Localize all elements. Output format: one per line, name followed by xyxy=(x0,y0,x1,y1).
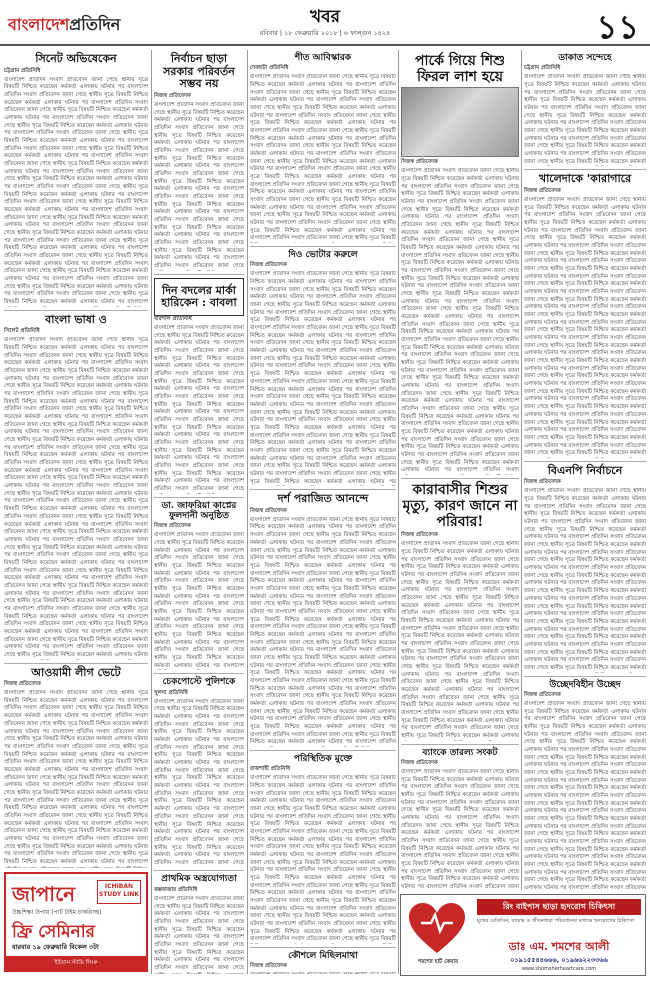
article-divider xyxy=(401,478,519,479)
article-headline[interactable]: কারাবাসীর শিশুর মৃত্যু, কারণ জানে না পরিবার! xyxy=(402,481,518,531)
article-body xyxy=(250,972,396,974)
news-article xyxy=(250,493,396,751)
news-article xyxy=(154,278,244,498)
article-byline: খুলনা প্রতিনিধি xyxy=(154,689,188,696)
article-divider xyxy=(154,497,244,498)
article-body: বাংলাদেশ প্রতিদিন সংবাদ প্রতিবেদন জানা গেছে স্থানীয় সূত্রে বিষয়টি নিশ্চিত করেছেন কর্মকর্তা এলাকায় ঘটনার পর বাংলাদেশ প্রতিদিন সংবাদ প্রতিবেদন জানা গেছে স্থানীয় সূত্রে বিষয়টি নিশ্চিত করেছেন কর্মকর্তা এলাকায় ঘটনার পর বাংলাদেশ প্রতিদিন সংবাদ প্রতিবেদন জানা গেছে স্থানীয় সূত্রে বিষয়টি নিশ্চিত করেছেন কর্মকর্তা এলাকায় ঘটনার পর বাংলাদেশ প্রতিদিন সংবাদ প্রতিবেদন জানা গেছে স্থানীয় সূত্রে বিষয়টি নিশ্চিত করেছেন কর্মকর্তা এলাকায় ঘটনার পর বাংলাদেশ প্রতিদিন সংবাদ প্রতিবেদন জানা গেছে স্থানীয় সূত্রে বিষয়টি নিশ্চিত করেছেন কর্মকর্তা এলাকায় ঘটনার পর বাংলাদেশ প্রতিদিন সংবাদ প্রতিবেদন জানা গেছে স্থানীয় সূত্রে বিষয়টি নিশ্চিত করেছেন কর্মকর্তা এলাকায় ঘটনার পর বাংলাদেশ প্রতিদিন সংবাদ প্রতিবেদন জানা গেছে স্থানীয় সূত্রে বিষয়টি নিশ্চিত করেছেন কর্মকর্তা এলাকায় ঘটনার পর বাংলাদেশ প্রতিদিন সংবাদ প্রতিবেদন জানা গেছে স্থানীয় সূত্রে বিষয়টি নিশ্চিত করেছেন কর্মকর্তা এলাকায় ঘটনার পর বাংলাদেশ প্রতিদিন সংবাদ প্রতিবেদন জানা গেছে স্থানীয় সূত্রে বিষয়টি নিশ্চিত করেছেন কর্মকর্তা এলাকায় ঘটনার পর বাংলাদেশ প্রতিদিন সংবাদ প্রতিবেদন জানা গেছে স্থানীয় সূত্রে বিষয়টি নিশ্চিত করেছেন কর্মকর্তা এলাকায় ঘটনার পর বাংলাদেশ প্রতিদিন সংবাদ প্রতিবেদন জানা গেছে স্থানীয় সূত্রে বিষয়টি নিশ্চিত করেছেন কর্মকর্তা এলাকায় ঘটনার পর বাংলাদেশ প্রতিদিন সংবাদ প্রতিবেদন জানা গেছে স্থানীয় সূত্রে বিষয়টি নিশ্চিত করেছেন কর্মকর্তা এলাকায় ঘটনার পর বাংলাদেশ প্রতিদিন সংবাদ প্রতিবেদন জানা গেছে স্থানীয় সূত্রে বিষয়টি নিশ্চিত করেছেন কর্মকর্তা এলাকায় ঘটনার পর বাংলাদেশ প্রতিদিন সংবাদ প্রতিবেদন জানা গেছে স্থানীয় সূত্রে বিষয়টি নিশ্চিত করেছেন কর্মকর্তা এলাকায় ঘটনার পর বাংলাদেশ প্রতিদিন সংবাদ প্রতিবেদন জানা গেছে স্থানীয় সূত্রে বিষয়টি নিশ্চিত করেছেন কর্মকর্তা এলাকায় ঘটনার পর বাংলাদেশ প্রতিদিন সংবাদ প্রতিবেদন জানা গেছে স্থানীয় সূত্রে বিষয়টি নিশ্চিত করেছেন কর্মকর্তা এলাকায় ঘটনার পর বাংলাদেশ প্রতিদিন সংবাদ প্রতিবেদন জানা গেছে স্থানীয় সূত্রে বিষয়টি নিশ্চিত করেছেন কর্মকর্তা এলাকায় ঘটনার পর বাংলাদেশ প্রতিদিন xyxy=(250,516,396,746)
article-body: বাংলাদেশ প্রতিদিন সংবাদ প্রতিবেদন জানা গেছে স্থানীয় সূত্রে বিষয়টি নিশ্চিত করেছেন কর্মকর্তা এলাকায় ঘটনার পর বাংলাদেশ প্রতিদিন সংবাদ প্রতিবেদন জানা গেছে স্থানীয় সূত্রে বিষয়টি নিশ্চিত করেছেন কর্মকর্তা এলাকায় ঘটনার পর বাংলাদেশ প্রতিদিন সংবাদ প্রতিবেদন জানা গেছে স্থানীয় সূত্রে বিষয়টি নিশ্চিত করেছেন কর্মকর্তা এলাকায় ঘটনার পর বাংলাদেশ প্রতিদিন সংবাদ প্রতিবেদন জানা গেছে স্থানীয় সূত্রে বিষয়টি নিশ্চিত করেছেন কর্মকর্তা এলাকায় ঘটনার পর বাংলাদেশ প্রতিদিন সংবাদ প্রতিবেদন জানা গেছে স্থানীয় সূত্রে বিষয়টি নিশ্চিত করেছেন কর্মকর্তা এলাকায় ঘটনার পর বাংলাদেশ প্রতিদিন সংবাদ প্রতিবেদন জানা গেছে স্থানীয় সূত্রে বিষয়টি নিশ্চিত করেছেন কর্মকর্তা এলাকায় ঘটনার পর বাংলাদেশ প্রতিদিন সংবাদ প্রতিবেদন জানা গেছে স্থানীয় সূত্রে বিষয়টি নিশ্চিত করেছেন কর্মকর্তা এলাকায় ঘটনার পর বাংলাদেশ প্রতিদিন সংবাদ প্রতিবেদন জানা গেছে xyxy=(154,324,244,493)
article-byline: নিজস্ব প্রতিবেদক xyxy=(401,760,438,767)
article-divider xyxy=(250,246,396,247)
article-divider xyxy=(154,870,244,871)
column-rule xyxy=(521,50,522,890)
article-headline[interactable]: ব্যাংকে তারল্য সংকট xyxy=(422,747,498,758)
article-body: বাংলাদেশ প্রতিদিন সংবাদ প্রতিবেদন জানা গেছে স্থানীয় সূত্রে বিষয়টি নিশ্চিত করেছেন কর্মকর্তা এলাকায় ঘটনার পর বাংলাদেশ প্রতিদিন সংবাদ প্রতিবেদন জানা গেছে স্থানীয় সূত্রে বিষয়টি নিশ্চিত করেছেন কর্মকর্তা এলাকায় ঘটনার পর বাংলাদেশ প্রতিদিন সংবাদ প্রতিবেদন জানা গেছে স্থানীয় সূত্রে বিষয়টি নিশ্চিত করেছেন কর্মকর্তা এলাকায় ঘটনার পর বাংলাদেশ প্রতিদিন সংবাদ প্রতিবেদন জানা গেছে স্থানীয় সূত্রে বিষয়টি নিশ্চিত করেছেন কর্মকর্তা এলাকায় ঘটনার পর বাংলাদেশ প্রতিদিন সংবাদ প্রতিবেদন জানা গেছে স্থানীয় সূত্রে বিষয়টি নিশ্চিত করেছেন কর্মকর্তা এলাকায় ঘটনার পর বাংলাদেশ প্রতিদিন সংবাদ প্রতিবেদন জানা গেছে স্থানীয় সূত্রে বিষয়টি নিশ্চিত করেছেন কর্মকর্তা এলাকায় ঘটনার পর বাংলাদেশ প্রতিদিন সংবাদ প্রতিবেদন জানা গেছে স্থানীয় সূত্রে বিষয়টি নিশ্চিত করেছেন কর্মকর্তা এলাকায় ঘটনার পর বাংলাদেশ প্রতিদিন সংবাদ প্রতিবেদন জানা গেছে স্থানীয় সূত্রে বিষয়টি নিশ্চিত করেছেন কর্মকর্তা এলাকায় ঘটনার পর বাংলাদেশ প্রতিদিন সংবাদ প্রতিবেদন জানা গেছে স্থানীয় সূত্রে বিষয়টি নিশ্চিত করেছেন কর্মকর্তা এলাকায় ঘটনার পর বাংলাদেশ প্রতিদিন সংবাদ প্রতিবেদন জানা গেছে স্থানীয় সূত্রে বিষয়টি নিশ্চিত করেছেন কর্মকর্তা এলাকায় ঘটনার পর বাংলাদেশ প্রতিদিন সংবাদ প্রতিবেদন জানা গেছে স্থানীয় সূত্রে বিষয়টি নিশ্চিত করেছেন কর্মকর্তা এলাকায় ঘটনার পর বাংলাদেশ প্রতিদিন সংবাদ প্রতিবেদন জানা গেছে স্থানীয় সূত্রে বিষয়টি নিশ্চিত করেছেন কর্মকর্তা এলাকায় xyxy=(401,541,519,740)
article-divider xyxy=(250,947,396,948)
article-byline: নিজস্ব প্রতিবেদক xyxy=(154,523,191,530)
article-headline[interactable]: বিএনপি নির্বাচনে xyxy=(547,463,623,477)
boxed-headline xyxy=(154,278,244,316)
ichiban-logo: ICHIBAN STUDY LINK xyxy=(97,880,141,904)
article-byline: চট্টগ্রাম প্রতিনিধি xyxy=(524,65,561,72)
article-byline: দেবহাটা প্রতিনিধি xyxy=(250,65,289,72)
article-body: বাংলাদেশ প্রতিদিন সংবাদ প্রতিবেদন জানা গেছে স্থানীয় সূত্রে বিষয়টি নিশ্চিত করেছেন কর্মকর্তা এলাকায় ঘটনার পর বাংলাদেশ প্রতিদিন সংবাদ প্রতিবেদন জানা গেছে স্থানীয় সূত্রে বিষয়টি নিশ্চিত করেছেন কর্মকর্তা এলাকায় ঘটনার পর বাংলাদেশ প্রতিদিন সংবাদ প্রতিবেদন জানা গেছে স্থানীয় সূত্রে বিষয়টি নিশ্চিত করেছেন কর্মকর্তা এলাকায় ঘটনার পর বাংলাদেশ প্রতিদিন সংবাদ প্রতিবেদন জানা গেছে স্থানীয় সূত্রে বিষয়টি নিশ্চিত করেছেন কর্মকর্তা এলাকায় ঘটনার পর বাংলাদেশ প্রতিদিন সংবাদ প্রতিবেদন জানা গেছে স্থানীয় সূত্রে বিষয়টি নিশ্চিত করেছেন কর্মকর্তা এলাকায় ঘটনার পর বাংলাদেশ প্রতিদিন সংবাদ প্রতিবেদন জানা গেছে স্থানীয় সূত্রে বিষয়টি নিশ্চিত করেছেন কর্মকর্তা এলাকায় ঘটনার পর বাংলাদেশ প্রতিদিন সংবাদ প্রতিবেদন জানা গেছে স্থানীয় সূত্রে বিষয়টি নিশ্চিত করেছেন কর্মকর্তা এলাকায় ঘটনার পর বাংলাদেশ প্রতিদিন সংবাদ প্রতিবেদন জানা গেছে xyxy=(154,698,244,866)
article-byline: কক্সবাজার প্রতিনিধি xyxy=(154,886,198,893)
heart-care-advertisement[interactable] xyxy=(400,894,646,976)
article-byline: নিজস্ব প্রতিবেদক xyxy=(524,188,561,195)
article-divider xyxy=(524,461,646,462)
article-body: বাংলাদেশ প্রতিদিন সংবাদ প্রতিবেদন জানা গেছে স্থানীয় সূত্রে বিষয়টি নিশ্চিত করেছেন কর্মকর্তা এলাকায় ঘটনার পর বাংলাদেশ প্রতিদিন সংবাদ প্রতিবেদন জানা গেছে স্থানীয় সূত্রে বিষয়টি নিশ্চিত করেছেন কর্মকর্তা এলাকায় ঘটনার পর বাংলাদেশ প্রতিদিন সংবাদ প্রতিবেদন জানা গেছে স্থানীয় সূত্রে বিষয়টি নিশ্চিত করেছেন কর্মকর্তা এলাকায় ঘটনার পর বাংলাদেশ প্রতিদিন সংবাদ প্রতিবেদন জানা গেছে স্থানীয় সূত্রে বিষয়টি নিশ্চিত করেছেন কর্মকর্তা এলাকায় ঘটনার পর বাংলাদেশ প্রতিদিন সংবাদ প্রতিবেদন জানা গেছে স্থানীয় সূত্রে বিষয়টি নিশ্চিত করেছেন কর্মকর্তা এলাকায় ঘটনার পর বাংলাদেশ প্রতিদিন সংবাদ প্রতিবেদন জানা গেছে স্থানীয় সূত্রে বিষয়টি নিশ্চিত করেছেন কর্মকর্তা এলাকায় ঘটনার পর বাংলাদেশ প্রতিদিন সংবাদ প্রতিবেদন জানা গেছে স্থানীয় সূত্রে বিষয়টি নিশ্চিত করেছেন কর্মকর্তা এলাকায় ঘটনার পর বাংলাদেশ প্রতিদিন সংবাদ প্রতিবেদন জানা গেছে স্থানীয় সূত্রে বিষয়টি নিশ্চিত করেছেন কর্মকর্তা এলাকায় ঘটনার পর বাংলাদেশ প্রতিদিন সংবাদ প্রতিবেদন জানা গেছে স্থানীয় সূত্রে বিষয়টি নিশ্চিত করেছেন কর্মকর্তা এলাকায় ঘটনার পর বাংলাদেশ প্রতিদিন সংবাদ প্রতিবেদন জানা গেছে স্থানীয় সূত্রে বিষয়টি নিশ্চিত করেছেন কর্মকর্তা এলাকায় ঘটনার পর বাংলাদেশ প্রতিদিন সংবাদ প্রতিবেদন জানা গেছে স্থানীয় সূত্রে বিষয়টি নিশ্চিত করেছেন কর্মকর্তা এলাকায় ঘটনার পর বাংলাদেশ প্রতিদিন সংবাদ প্রতিবেদন জানা গেছে স্থানীয় সূত্রে বিষয়টি নিশ্চিত করেছেন কর্মকর্তা এলাকায় ঘটনার পর বাংলাদেশ প্রতিদিন সংবাদ প্রতিবেদন জানা গেছে স্থানীয় সূত্রে বিষয়টি নিশ্চিত করেছেন কর্মকর্তা এলাকায় ঘটনার পর বাংলাদেশ প্রতিদিন সংবাদ প্রতিবেদন জানা গেছে স্থানীয় সূত্রে বিষয়টি নিশ্চিত করেছেন কর্মকর্তা এলাকায় ঘটনার পর বাংলাদেশ প্রতিদিন সংবাদ প্রতিবেদন জানা গেছে স্থানীয় সূত্রে বিষয়টি নিশ্চিত করেছেন কর্মকর্তা এলাকায় ঘটনার পর বাংলাদেশ প্রতিদিন সংবাদ প্রতিবেদন জানা গেছে স্থানীয় সূত্রে বিষয়টি নিশ্চিত করেছেন কর্মকর্তা এলাকায় ঘটনার পর বাংলাদেশ প্রতিদিন সংবাদ প্রতিবেদন জানা গেছে স্থানীয় সূত্রে বিষয়টি নিশ্চিত করেছেন কর্মকর্তা এলাকায় ঘটনার পর বাংলাদেশ প্রতিদিন সংবাদ প্রতিবেদন জানা গেছে স্থানীয় সূত্রে বিষয়টি নিশ্চিত করেছেন কর্মকর্তা এলাকায় ঘটনার পর বাংলাদেশ প্রতিদিন সংবাদ xyxy=(401,168,519,474)
article-headline[interactable]: দিন বদলের মার্কা হারিকেন : বাবলা xyxy=(161,283,237,310)
masthead xyxy=(0,0,650,46)
article-headline[interactable]: কৌশলে মিছিলমাথা xyxy=(288,950,358,961)
news-article xyxy=(524,53,646,170)
article-headline[interactable]: দিও ভোটার করুলে xyxy=(288,250,358,261)
news-article xyxy=(250,754,396,948)
article-divider xyxy=(250,489,396,490)
ad-phone: ০১৯১৫৫৪৪৬৬৬, ০১৯৬৬২২৩৩৬৬ xyxy=(510,956,608,964)
article-headline[interactable]: দর্শ পরাজিত আনন্দে xyxy=(277,492,369,506)
column-rule xyxy=(151,50,152,974)
article-headline[interactable]: উচ্ছেদবিহীন উচ্ছেদ xyxy=(549,679,621,690)
dateline: রবিবার | ১৮ ফেব্রুয়ারি ২০১৮ | ৬ ফাল্গুন ১৪২৪ xyxy=(259,29,391,37)
column-1 xyxy=(4,50,148,868)
ad-description: মুখের মেডিসিন, ব্যায়াম ও জীবনধারা পরিবর্তনের মাধ্যমে হৃদরোগের চিকিৎসা xyxy=(477,918,635,924)
article-headline[interactable]: বাংলা ভাষা ও xyxy=(45,312,107,326)
ad-title: জাপানে xyxy=(12,882,76,906)
article-body: বাংলাদেশ প্রতিদিন সংবাদ প্রতিবেদন জানা গেছে স্থানীয় সূত্রে বিষয়টি নিশ্চিত করেছেন কর্মকর্তা এলাকায় ঘটনার পর বাংলাদেশ প্রতিদিন সংবাদ প্রতিবেদন জানা গেছে স্থানীয় সূত্রে বিষয়টি নিশ্চিত করেছেন কর্মকর্তা এলাকায় ঘটনার পর বাংলাদেশ প্রতিদিন সংবাদ প্রতিবেদন জানা গেছে স্থানীয় সূত্রে বিষয়টি নিশ্চিত করেছেন কর্মকর্তা এলাকায় ঘটনার পর বাংলাদেশ প্রতিদিন সংবাদ প্রতিবেদন জানা গেছে স্থানীয় সূত্রে বিষয়টি নিশ্চিত করেছেন কর্মকর্তা এলাকায় ঘটনার পর বাংলাদেশ প্রতিদিন সংবাদ প্রতিবেদন জানা গেছে স্থানীয় সূত্রে বিষয়টি নিশ্চিত করেছেন কর্মকর্তা এলাকায় ঘটনার পর বাংলাদেশ প্রতিদিন সংবাদ প্রতিবেদন জানা গেছে স্থানীয় সূত্রে বিষয়টি নিশ্চিত করেছেন কর্মকর্তা এলাকায় ঘটনার পর বাংলাদেশ প্রতিদিন সংবাদ প্রতিবেদন জানা গেছে স্থানীয় সূত্রে বিষয়টি নিশ্চিত করেছেন কর্মকর্তা এলাকায় ঘটনার পর বাংলাদেশ প্রতিদিন সংবাদ প্রতিবেদন জানা গেছে xyxy=(154,101,244,270)
ad-website[interactable]: www.shomsherheartcare.com xyxy=(521,966,597,972)
article-body: বাংলাদেশ প্রতিদিন সংবাদ প্রতিবেদন জানা গেছে স্থানীয় সূত্রে বিষয়টি নিশ্চিত করেছেন কর্মকর্তা এলাকায় ঘটনার পর বাংলাদেশ প্রতিদিন সংবাদ প্রতিবেদন জানা গেছে স্থানীয় সূত্রে বিষয়টি নিশ্চিত করেছেন কর্মকর্তা এলাকায় ঘটনার পর বাংলাদেশ প্রতিদিন সংবাদ প্রতিবেদন জানা গেছে স্থানীয় সূত্রে বিষয়টি নিশ্চিত করেছেন কর্মকর্তা এলাকায় ঘটনার পর বাংলাদেশ প্রতিদিন সংবাদ প্রতিবেদন জানা গেছে স্থানীয় সূত্রে বিষয়টি নিশ্চিত করেছেন কর্মকর্তা এলাকায় ঘটনার পর বাংলাদেশ প্রতিদিন সংবাদ প্রতিবেদন জানা গেছে স্থানীয় সূত্রে বিষয়টি নিশ্চিত করেছেন কর্মকর্তা এলাকায় ঘটনার পর বাংলাদেশ প্রতিদিন সংবাদ প্রতিবেদন জানা গেছে স্থানীয় সূত্রে বিষয়টি নিশ্চিত করেছেন কর্মকর্তা এলাকায় ঘটনার পর বাংলাদেশ প্রতিদিন সংবাদ প্রতিবেদন জানা গেছে স্থানীয় সূত্রে বিষয়টি নিশ্চিত করেছেন কর্মকর্তা এলাকায় ঘটনার পর বাংলাদেশ প্রতিদিন সংবাদ প্রতিবেদন জানা গেছে স্থানীয় সূত্রে বিষয়টি নিশ্চিত করেছেন কর্মকর্তা এলাকায় ঘটনার পর বাংলাদেশ প্রতিদিন সংবাদ প্রতিবেদন জানা গেছে স্থানীয় সূত্রে বিষয়টি নিশ্চিত করেছেন কর্মকর্তা এলাকায় ঘটনার পর বাংলাদেশ প্রতিদিন সংবাদ প্রতিবেদন জানা গেছে স্থানীয় সূত্রে বিষয়টি নিশ্চিত করেছেন কর্মকর্তা এলাকায় ঘটনার পর বাংলাদেশ প্রতিদিন সংবাদ প্রতিবেদন জানা গেছে স্থানীয় সূত্রে বিষয়টি নিশ্চিত করেছেন কর্মকর্তা এলাকায় ঘটনার পর বাংলাদেশ প্রতিদিন সংবাদ প্রতিবেদন জানা গেছে স্থানীয় সূত্রে বিষয়টি নিশ্চিত করেছেন কর্মকর্তা এলাকায় ঘটনার পর বাংলাদেশ প্রতিদিন সংবাদ প্রতিবেদন জানা গেছে স্থানীয় সূত্রে বিষয়টি নিশ্চিত করেছেন কর্মকর্তা এলাকায় ঘটনার পর বাংলাদেশ প্রতিদিন সংবাদ প্রতিবেদন জানা গেছে স্থানীয় সূত্রে বিষয়টি নিশ্চিত করেছেন কর্মকর্তা এলাকায় ঘটনার পর বাংলাদেশ প্রতিদিন সংবাদ প্রতিবেদন জানা গেছে স্থানীয় সূত্রে বিষয়টি নিশ্চিত করেছেন কর্মকর্তা এলাকায় ঘটনার পর বাংলাদেশ প্রতিদিন সংবাদ প্রতিবেদন জানা গেছে স্থানীয় সূত্রে বিষয়টি নিশ্চিত করেছেন কর্মকর্তা এলাকায় ঘটনার পর বাংলাদেশ প্রতিদিন সংবাদ প্রতিবেদন জানা গেছে স্থানীয় সূত্রে বিষয়টি নিশ্চিত করেছেন কর্মকর্তা এলাকায় ঘটনার পর বাংলাদেশ প্রতিদিন সংবাদ প্রতিবেদন জানা গেছে স্থানীয় সূত্রে বিষয়টি নিশ্চিত করেছেন কর্মকর্তা এলাকায় ঘটনার পর বাংলাদেশ প্রতিদিন সংবাদ প্রতিবেদন জানা গেছে স্থানীয় সূত্রে বিষয়টি নিশ্চিত করেছেন কর্মকর্তা এলাকায় ঘটনার পর বাংলাদেশ প্রতিদিন সংবাদ প্রতিবেদন জানা গেছে স্থানীয় সূত্রে বিষয়টি নিশ্চিত করেছেন কর্মকর্তা এলাকায় ঘটনার পর বাংলাদেশ প্রতিদিন সংবাদ প্রতিবেদন জানা গেছে স্থানীয় সূত্রে বিষয়টি নিশ্চিত করেছেন কর্মকর্তা এলাকায় ঘটনার পর বাংলাদেশ প্রতিদিন সংবাদ প্রতিবেদন জানা গেছে স্থানীয় সূত্রে বিষয়টি নিশ্চিত করেছেন কর্মকর্তা এলাকায় ঘটনার পর বাংলাদেশ প্রতিদিন সংবাদ প্রতিবেদন জানা গেছে স্থানীয় সূত্রে বিষয়টি নিশ্চিত করেছেন কর্মকর্তা এলাকায় ঘটনার পর বাংলাদেশ প্রতিদিন সংবাদ প্রতিবেদন জানা গেছে স্থানীয় সূত্রে বিষয়টি নিশ্চিত করেছেন কর্মকর্তা এলাকায় ঘটনার xyxy=(4,337,148,658)
heart-icon xyxy=(407,901,467,957)
article-byline: সিলেট প্রতিনিধি xyxy=(4,328,40,335)
article-body: বাংলাদেশ প্রতিদিন সংবাদ প্রতিবেদন জানা গেছে স্থানীয় সূত্রে বিষয়টি নিশ্চিত করেছেন কর্মকর্তা এলাকায় ঘটনার পর বাংলাদেশ প্রতিদিন সংবাদ প্রতিবেদন জানা গেছে স্থানীয় সূত্রে বিষয়টি নিশ্চিত করেছেন কর্মকর্তা এলাকায় ঘটনার পর বাংলাদেশ প্রতিদিন সংবাদ প্রতিবেদন জানা গেছে স্থানীয় সূত্রে বিষয়টি নিশ্চিত করেছেন কর্মকর্তা এলাকায় ঘটনার পর বাংলাদেশ প্রতিদিন সংবাদ প্রতিবেদন জানা গেছে স্থানীয় সূত্রে বিষয়টি নিশ্চিত করেছেন কর্মকর্তা এলাকায় ঘটনার পর বাংলাদেশ প্রতিদিন সংবাদ প্রতিবেদন জানা গেছে স্থানীয় সূত্রে বিষয়টি নিশ্চিত করেছেন কর্মকর্তা এলাকায় ঘটনার পর বাংলাদেশ প্রতিদিন সংবাদ প্রতিবেদন জানা গেছে স্থানীয় সূত্রে বিষয়টি নিশ্চিত করেছেন কর্মকর্তা এলাকায় ঘটনার পর বাংলাদেশ প্রতিদিন সংবাদ প্রতিবেদন জানা গেছে স্থানীয় সূত্রে বিষয়টি নিশ্চিত করেছেন কর্মকর্তা এলাকায় ঘটনার পর বাংলাদেশ প্রতিদিন সংবাদ প্রতিবেদন জানা গেছে স্থানীয় সূত্রে বিষয়টি নিশ্চিত করেছেন কর্মকর্তা এলাকায় ঘটনার পর বাংলাদেশ প্রতিদিন সংবাদ প্রতিবেদন জানা গেছে স্থানীয় সূত্রে বিষয়টি নিশ্চিত করেছেন কর্মকর্তা এলাকায় ঘটনার পর বাংলাদেশ প্রতিদিন সংবাদ প্রতিবেদন জানা গেছে স্থানীয় সূত্রে বিষয়টি নিশ্চিত করেছেন কর্মকর্তা এলাকায় ঘটনার পর বাংলাদেশ প্রতিদিন সংবাদ প্রতিবেদন জানা গেছে স্থানীয় সূত্রে বিষয়টি নিশ্চিত করেছেন কর্মকর্তা এলাকায় ঘটনার পর বাংলাদেশ প্রতিদিন সংবাদ প্রতিবেদন জানা গেছে স্থানীয় সূত্রে বিষয়টি নিশ্চিত করেছেন কর্মকর্তা এলাকায় ঘটনার পর বাংলাদেশ প্রতিদিন সংবাদ প্রতিবেদন জানা গেছে স্থানীয় সূত্রে বিষয়টি xyxy=(250,74,396,242)
article-headline[interactable]: নির্বাচন ছাড়া সরকার পরিবর্তন সম্ভব নয় xyxy=(163,52,235,91)
news-article xyxy=(4,314,148,664)
news-article xyxy=(401,748,519,890)
article-divider xyxy=(524,676,646,677)
article-body: বাংলাদেশ প্রতিদিন সংবাদ প্রতিবেদন জানা গেছে স্থানীয় সূত্রে বিষয়টি নিশ্চিত করেছেন কর্মকর্তা এলাকায় ঘটনার পর বাংলাদেশ প্রতিদিন সংবাদ প্রতিবেদন জানা গেছে স্থানীয় সূত্রে বিষয়টি নিশ্চিত করেছেন কর্মকর্তা এলাকায় ঘটনার পর বাংলাদেশ প্রতিদিন সংবাদ প্রতিবেদন জানা গেছে স্থানীয় সূত্রে বিষয়টি নিশ্চিত করেছেন কর্মকর্তা এলাকায় ঘটনার পর বাংলাদেশ প্রতিদিন সংবাদ প্রতিবেদন জানা গেছে স্থানীয় সূত্রে বিষয়টি নিশ্চিত করেছেন কর্মকর্তা এলাকায় ঘটনার পর বাংলাদেশ প্রতিদিন সংবাদ প্রতিবেদন জানা গেছে স্থানীয় সূত্রে বিষয়টি নিশ্চিত করেছেন কর্মকর্তা এলাকায় ঘটনার পর বাংলাদেশ প্রতিদিন সংবাদ প্রতিবেদন জানা গেছে স্থানীয় সূত্রে বিষয়টি নিশ্চিত করেছেন কর্মকর্তা এলাকায় ঘটনার পর বাংলাদেশ প্রতিদিন সংবাদ প্রতিবেদন জানা গেছে স্থানীয় সূত্রে বিষয়টি নিশ্চিত করেছেন কর্মকর্তা এলাকায় ঘটনার পর বাংলাদেশ প্রতিদিন সংবাদ প্রতিবেদন জানা গেছে স্থানীয় সূত্রে বিষয়টি নিশ্চিত করেছেন কর্মকর্তা এলাকায় ঘটনার পর বাংলাদেশ প্রতিদিন সংবাদ প্রতিবেদন জানা গেছে স্থানীয় সূত্রে বিষয়টি নিশ্চিত করেছেন কর্মকর্তা এলাকায় ঘটনার পর বাংলাদেশ প্রতিদিন সংবাদ প্রতিবেদন জানা গেছে স্থানীয় সূত্রে বিষয়টি নিশ্চিত করেছেন কর্মকর্তা এলাকায় ঘটনার পর বাংলাদেশ প্রতিদিন সংবাদ প্রতিবেদন জানা গেছে স্থানীয় সূত্রে বিষয়টি নিশ্চিত করেছেন কর্মকর্তা এলাকায় ঘটনার পর বাংলাদেশ প্রতিদিন সংবাদ প্রতিবেদন জানা গেছে স্থানীয় সূত্রে বিষয়টি নিশ্চিত করেছেন কর্মকর্তা এলাকায় ঘটনার পর বাংলাদেশ প্রতিদিন সংবাদ প্রতিবেদন জানা গেছে স্থানীয় সূত্রে বিষয়টি নিশ্চিত করেছেন কর্মকর্তা এলাকায় ঘটনার পর বাংলাদেশ xyxy=(4,690,148,865)
article-byline: নিজস্ব প্রতিবেদক xyxy=(154,92,191,99)
article-headline[interactable]: খালেদাকে 'কারাগারে xyxy=(538,172,632,186)
article-divider xyxy=(154,673,244,674)
section-title: খবর xyxy=(310,7,340,27)
article-byline: নিজস্ব প্রতিবেদক xyxy=(401,159,438,166)
article-body: বাংলাদেশ প্রতিদিন সংবাদ প্রতিবেদন জানা গেছে স্থানীয় সূত্রে বিষয়টি নিশ্চিত করেছেন কর্মকর্তা এলাকায় ঘটনার পর বাংলাদেশ প্রতিদিন সংবাদ প্রতিবেদন জানা গেছে স্থানীয় সূত্রে বিষয়টি নিশ্চিত করেছেন কর্মকর্তা এলাকায় ঘটনার পর বাংলাদেশ প্রতিদিন সংবাদ প্রতিবেদন জানা গেছে স্থানীয় সূত্রে বিষয়টি নিশ্চিত করেছেন কর্মকর্তা এলাকায় ঘটনার পর বাংলাদেশ প্রতিদিন সংবাদ প্রতিবেদন জানা গেছে xyxy=(154,895,244,971)
article-body: বাংলাদেশ প্রতিদিন সংবাদ প্রতিবেদন জানা গেছে স্থানীয় সূত্রে বিষয়টি নিশ্চিত করেছেন কর্মকর্তা এলাকায় ঘটনার পর বাংলাদেশ প্রতিদিন সংবাদ প্রতিবেদন জানা গেছে স্থানীয় সূত্রে বিষয়টি নিশ্চিত করেছেন কর্মকর্তা এলাকায় ঘটনার পর বাংলাদেশ প্রতিদিন সংবাদ প্রতিবেদন জানা গেছে স্থানীয় সূত্রে বিষয়টি নিশ্চিত করেছেন কর্মকর্তা এলাকায় ঘটনার পর বাংলাদেশ প্রতিদিন সংবাদ প্রতিবেদন জানা গেছে স্থানীয় সূত্রে বিষয়টি নিশ্চিত করেছেন কর্মকর্তা এলাকায় ঘটনার পর বাংলাদেশ প্রতিদিন সংবাদ প্রতিবেদন জানা গেছে স্থানীয় সূত্রে বিষয়টি নিশ্চিত করেছেন কর্মকর্তা এলাকায় ঘটনার পর বাংলাদেশ প্রতিদিন সংবাদ প্রতিবেদন জানা গেছে স্থানীয় সূত্রে বিষয়টি নিশ্চিত করেছেন কর্মকর্তা এলাকায় ঘটনার পর বাংলাদেশ প্রতিদিন সংবাদ প্রতিবেদন জানা গেছে স্থানীয় সূত্রে বিষয়টি নিশ্চিত করেছেন কর্মকর্তা এলাকায় ঘটনার পর বাংলাদেশ প্রতিদিন সংবাদ প্রতিবেদন জানা গেছে স্থানীয় সূত্রে বিষয়টি নিশ্চিত করেছেন কর্মকর্তা এলাকায় ঘটনার পর বাংলাদেশ প্রতিদিন সংবাদ প্রতিবেদন জানা গেছে স্থানীয় সূত্রে বিষয়টি নিশ্চিত করেছেন কর্মকর্তা এলাকায় ঘটনার পর বাংলাদেশ প্রতিদিন সংবাদ প্রতিবেদন জানা গেছে স্থানীয় সূত্রে বিষয়টি নিশ্চিত করেছেন কর্মকর্তা এলাকায় ঘটনার পর বাংলাদেশ প্রতিদিন সংবাদ প্রতিবেদন জানা গেছে স্থানীয় সূত্রে বিষয়টি নিশ্চিত করেছেন কর্মকর্তা এলাকায় ঘটনার পর বাংলাদেশ প্রতিদিন সংবাদ প্রতিবেদন জানা গেছে স্থানীয় সূত্রে বিষয়টি নিশ্চিত করেছেন কর্মকর্তা এলাকায় ঘটনার পর বাংলাদেশ প্রতিদিন সংবাদ প্রতিবেদন xyxy=(524,700,646,890)
article-divider xyxy=(4,310,148,311)
ad-subtitle: উচ্চশিক্ষা উপায় (পার্ট টাইম চাকরিসহ) xyxy=(12,909,102,916)
article-body: বাংলাদেশ প্রতিদিন সংবাদ প্রতিবেদন জানা গেছে স্থানীয় সূত্রে বিষয়টি নিশ্চিত করেছেন কর্মকর্তা এলাকায় ঘটনার পর বাংলাদেশ প্রতিদিন সংবাদ প্রতিবেদন জানা গেছে স্থানীয় সূত্রে বিষয়টি নিশ্চিত করেছেন কর্মকর্তা এলাকায় ঘটনার পর বাংলাদেশ প্রতিদিন সংবাদ প্রতিবেদন জানা গেছে স্থানীয় সূত্রে বিষয়টি নিশ্চিত করেছেন কর্মকর্তা এলাকায় ঘটনার পর বাংলাদেশ প্রতিদিন সংবাদ প্রতিবেদন জানা গেছে স্থানীয় সূত্রে বিষয়টি নিশ্চিত করেছেন কর্মকর্তা এলাকায় ঘটনার পর বাংলাদেশ প্রতিদিন সংবাদ প্রতিবেদন জানা গেছে স্থানীয় সূত্রে বিষয়টি নিশ্চিত করেছেন কর্মকর্তা এলাকায় ঘটনার পর বাংলাদেশ প্রতিদিন সংবাদ প্রতিবেদন জানা গেছে স্থানীয় সূত্রে বিষয়টি নিশ্চিত করেছেন কর্মকর্তা এলাকায় ঘটনার পর বাংলাদেশ প্রতিদিন সংবাদ প্রতিবেদন জানা গেছে স্থানীয় সূত্রে বিষয়টি নিশ্চিত করেছেন কর্মকর্তা এলাকায় ঘটনার পর বাংলাদেশ প্রতিদিন সংবাদ প্রতিবেদন জানা গেছে স্থানীয় সূত্রে বিষয়টি নিশ্চিত করেছেন কর্মকর্তা এলাকায় ঘটনার পর বাংলাদেশ প্রতিদিন সংবাদ প্রতিবেদন জানা গেছে স্থানীয় সূত্রে বিষয়টি নিশ্চিত করেছেন কর্মকর্তা এলাকায় ঘটনার পর বাংলাদেশ প্রতিদিন সংবাদ প্রতিবেদন জানা গেছে স্থানীয় সূত্রে বিষয়টি নিশ্চিত করেছেন কর্মকর্তা এলাকায় ঘটনার পর বাংলাদেশ প্রতিদিন সংবাদ প্রতিবেদন জানা গেছে স্থানীয় সূত্রে বিষয়টি নিশ্চিত করেছেন কর্মকর্তা এলাকায় ঘটনার পর বাংলাদেশ প্রতিদিন সংবাদ প্রতিবেদন জানা গেছে স্থানীয় সূত্রে বিষয়টি নিশ্চিত করেছেন কর্মকর্তা এলাকায় ঘটনার পর বাংলাদেশ প্রতিদিন সংবাদ প্রতিবেদন জানা গেছে স্থানীয় সূত্রে বিষয়টি নিশ্চিত করেছেন কর্মকর্তা এলাকায় ঘটনার পর বাংলাদেশ প্রতিদিন সংবাদ প্রতিবেদন জানা গেছে স্থানীয় সূত্রে বিষয়টি নিশ্চিত করেছেন কর্মকর্তা এলাকায় ঘটনার পর বাংলাদেশ প্রতিদিন সংবাদ প্রতিবেদন জানা গেছে স্থানীয় সূত্রে বিষয়টি নিশ্চিত করেছেন কর্মকর্তা এলাকায় ঘটনার পর বাংলাদেশ প্রতিদিন সংবাদ প্রতিবেদন জানা গেছে স্থানীয় সূত্রে বিষয়টি নিশ্চিত করেছেন কর্মকর্তা এলাকায় ঘটনার পর বাংলাদেশ প্রতিদিন সংবাদ প্রতিবেদন জানা গেছে স্থানীয় সূত্রে বিষয়টি নিশ্চিত করেছেন কর্মকর্তা xyxy=(524,197,646,457)
article-byline: নিজস্ব প্রতিবেদক xyxy=(250,507,287,514)
article-byline: নিজস্ব প্রতিবেদক xyxy=(4,681,41,688)
article-headline[interactable]: আওয়ামী লীগ ভেটে xyxy=(31,665,121,679)
column-4 xyxy=(401,50,519,890)
article-headline[interactable]: ডাকাত সন্দেহে xyxy=(558,53,612,63)
article-headline[interactable]: চেকপোস্টে পুলিশকে xyxy=(162,677,236,688)
japan-seminar-advertisement[interactable] xyxy=(4,872,148,972)
article-body: বাংলাদেশ প্রতিদিন সংবাদ প্রতিবেদন জানা গেছে স্থানীয় সূত্রে বিষয়টি নিশ্চিত করেছেন কর্মকর্তা এলাকায় ঘটনার পর বাংলাদেশ প্রতিদিন সংবাদ প্রতিবেদন জানা গেছে স্থানীয় সূত্রে বিষয়টি নিশ্চিত করেছেন কর্মকর্তা এলাকায় ঘটনার পর বাংলাদেশ প্রতিদিন সংবাদ প্রতিবেদন জানা গেছে স্থানীয় সূত্রে বিষয়টি নিশ্চিত করেছেন কর্মকর্তা এলাকায় ঘটনার পর বাংলাদেশ প্রতিদিন সংবাদ প্রতিবেদন জানা গেছে স্থানীয় সূত্রে বিষয়টি নিশ্চিত করেছেন কর্মকর্তা এলাকায় ঘটনার পর বাংলাদেশ প্রতিদিন সংবাদ প্রতিবেদন জানা গেছে স্থানীয় সূত্রে বিষয়টি নিশ্চিত করেছেন কর্মকর্তা এলাকায় ঘটনার পর বাংলাদেশ প্রতিদিন সংবাদ প্রতিবেদন জানা গেছে স্থানীয় সূত্রে বিষয়টি নিশ্চিত করেছেন কর্মকর্তা xyxy=(524,74,646,165)
newspaper-logo: বাংলাদেশপ্রতিদিন xyxy=(8,15,121,34)
article-body: বাংলাদেশ প্রতিদিন সংবাদ প্রতিবেদন জানা গেছে স্থানীয় সূত্রে বিষয়টি নিশ্চিত করেছেন কর্মকর্তা এলাকায় ঘটনার পর বাংলাদেশ প্রতিদিন সংবাদ প্রতিবেদন জানা গেছে স্থানীয় সূত্রে বিষয়টি নিশ্চিত করেছেন কর্মকর্তা এলাকায় ঘটনার পর বাংলাদেশ প্রতিদিন সংবাদ প্রতিবেদন জানা গেছে স্থানীয় সূত্রে বিষয়টি নিশ্চিত করেছেন কর্মকর্তা এলাকায় ঘটনার পর বাংলাদেশ প্রতিদিন সংবাদ প্রতিবেদন জানা গেছে স্থানীয় সূত্রে বিষয়টি নিশ্চিত করেছেন কর্মকর্তা এলাকায় ঘটনার পর বাংলাদেশ প্রতিদিন সংবাদ প্রতিবেদন জানা গেছে স্থানীয় সূত্রে বিষয়টি নিশ্চিত করেছেন কর্মকর্তা এলাকায় ঘটনার পর বাংলাদেশ প্রতিদিন সংবাদ প্রতিবেদন জানা গেছে স্থানীয় সূত্রে বিষয়টি নিশ্চিত করেছেন কর্মকর্তা এলাকায় ঘটনার পর বাংলাদেশ প্রতিদিন সংবাদ প্রতিবেদন জানা গেছে স্থানীয় সূত্রে বিষয়টি নিশ্চিত করেছেন কর্মকর্তা এলাকায় ঘটনার পর বাংলাদেশ প্রতিদিন সংবাদ প্রতিবেদন জানা xyxy=(401,769,519,890)
news-article xyxy=(154,53,244,275)
news-article xyxy=(154,501,244,675)
ad-date: বারবার ১৯ ফেব্রুয়ারি বিকেল ৩টা xyxy=(12,943,99,951)
article-body: বাংলাদেশ প্রতিদিন সংবাদ প্রতিবেদন জানা গেছে স্থানীয় সূত্রে বিষয়টি নিশ্চিত করেছেন কর্মকর্তা এলাকায় ঘটনার পর বাংলাদেশ প্রতিদিন সংবাদ প্রতিবেদন জানা গেছে স্থানীয় সূত্রে বিষয়টি নিশ্চিত করেছেন কর্মকর্তা এলাকায় ঘটনার পর বাংলাদেশ প্রতিদিন সংবাদ প্রতিবেদন জানা গেছে স্থানীয় সূত্রে বিষয়টি নিশ্চিত করেছেন কর্মকর্তা এলাকায় ঘটনার পর বাংলাদেশ প্রতিদিন সংবাদ প্রতিবেদন জানা গেছে স্থানীয় সূত্রে বিষয়টি নিশ্চিত করেছেন কর্মকর্তা এলাকায় ঘটনার পর বাংলাদেশ প্রতিদিন সংবাদ প্রতিবেদন জানা গেছে স্থানীয় সূত্রে বিষয়টি নিশ্চিত করেছেন কর্মকর্তা এলাকায় ঘটনার পর বাংলাদেশ প্রতিদিন সংবাদ প্রতিবেদন জানা গেছে স্থানীয় সূত্রে বিষয়টি নিশ্চিত করেছেন কর্মকর্তা এলাকায় ঘটনার পর বাংলাদেশ প্রতিদিন সংবাদ প্রতিবেদন জানা গেছে স্থানীয় সূত্রে বিষয়টি নিশ্চিত করেছেন কর্মকর্তা এলাকায় ঘটনার পর বাংলাদেশ প্রতিদিন সংবাদ প্রতিবেদন জানা গেছে স্থানীয় সূত্রে বিষয়টি নিশ্চিত করেছেন কর্মকর্তা এলাকায় ঘটনার পর বাংলাদেশ প্রতিদিন সংবাদ প্রতিবেদন জানা গেছে স্থানীয় সূত্রে বিষয়টি নিশ্চিত করেছেন কর্মকর্তা এলাকায় ঘটনার পর বাংলাদেশ প্রতিদিন সংবাদ প্রতিবেদন জানা গেছে স্থানীয় সূত্রে বিষয়টি নিশ্চিত করেছেন কর্মকর্তা এলাকায় ঘটনার পর বাংলাদেশ প্রতিদিন সংবাদ প্রতিবেদন জানা গেছে স্থানীয় সূত্রে বিষয়টি নিশ্চিত করেছেন কর্মকর্তা এলাকায় ঘটনার পর বাংলাদেশ প্রতিদিন সংবাদ প্রতিবেদন জানা গেছে স্থানীয় সূত্রে বিষয়টি নিশ্চিত করেছেন কর্মকর্তা এলাকায় ঘটনার পর বাংলাদেশ প্রতিদিন সংবাদ প্রতিবেদন জানা গেছে স্থানীয় সূত্রে বিষয়টি নিশ্চিত করেছেন কর্মকর্তা এলাকায় ঘটনার পর বাংলাদেশ প্রতিদিন সংবাদ প্রতিবেদন জানা গেছে স্থানীয় সূত্রে বিষয়টি নিশ্চিত করেছেন কর্মকর্তা এলাকায় ঘটনার পর বাংলাদেশ প্রতিদিন সংবাদ প্রতিবেদন জানা গেছে স্থানীয় সূত্রে বিষয়টি নিশ্চিত করেছেন কর্মকর্তা এলাকায় ঘটনার পর বাংলাদেশ প্রতিদিন সংবাদ প্রতিবেদন জানা গেছে স্থানীয় সূত্রে বিষয়টি নিশ্চিত করেছেন কর্মকর্তা এলাকায় ঘটনার পর বাংলাদেশ প্রতিদিন সংবাদ প্রতিবেদন জানা গেছে স্থানীয় সূত্রে বিষয়টি নিশ্চিত করেছেন কর্মকর্তা এলাকায় ঘটনার পর বাংলাদেশ xyxy=(4,76,148,306)
news-photo xyxy=(401,87,519,157)
article-headline[interactable]: ডা. জাফরিয়া কাপ্নের ফুলদানী অনুষ্ঠিত xyxy=(161,500,237,522)
column-rule xyxy=(398,50,399,974)
article-divider xyxy=(4,663,148,664)
news-article xyxy=(4,53,148,311)
column-3 xyxy=(250,50,396,974)
article-byline: বরিশাল প্রতিনিধি xyxy=(154,315,192,322)
ad-band: রিং বাইপাস ছাড়া হৃদরোগ চিকিৎসা xyxy=(477,899,641,915)
ad-footer: ইচিবান স্টাডি লিংক xyxy=(6,956,146,970)
news-article xyxy=(401,482,519,745)
article-headline[interactable]: প্রাথমিক অস্ত্রযোগ্যতা xyxy=(161,874,237,885)
news-article xyxy=(524,173,646,461)
article-byline: নিজস্ব প্রতিবেদক xyxy=(250,963,287,970)
article-byline: নিজস্ব প্রতিবেদক xyxy=(401,532,438,539)
news-article xyxy=(250,250,396,490)
column-rule xyxy=(247,50,248,974)
article-headline[interactable]: পরিস্থিতিক মুক্তে xyxy=(293,753,353,764)
article-byline: নিজস্ব প্রতিবেদক xyxy=(524,479,561,486)
article-headline[interactable]: সিনেট অভিষেকেন xyxy=(35,52,117,65)
column-2 xyxy=(154,50,244,974)
ad-doctor-name: ডাঃ এম. শমশের আলী xyxy=(508,940,610,953)
article-body: বাংলাদেশ প্রতিদিন সংবাদ প্রতিবেদন জানা গেছে স্থানীয় সূত্রে বিষয়টি নিশ্চিত করেছেন কর্মকর্তা এলাকায় ঘটনার পর বাংলাদেশ প্রতিদিন সংবাদ প্রতিবেদন জানা গেছে স্থানীয় সূত্রে বিষয়টি নিশ্চিত করেছেন কর্মকর্তা এলাকায় ঘটনার পর বাংলাদেশ প্রতিদিন সংবাদ প্রতিবেদন জানা গেছে স্থানীয় সূত্রে বিষয়টি নিশ্চিত করেছেন কর্মকর্তা এলাকায় ঘটনার পর বাংলাদেশ প্রতিদিন সংবাদ প্রতিবেদন জানা গেছে স্থানীয় সূত্রে বিষয়টি নিশ্চিত করেছেন কর্মকর্তা এলাকায় ঘটনার পর বাংলাদেশ প্রতিদিন সংবাদ প্রতিবেদন জানা গেছে স্থানীয় সূত্রে বিষয়টি নিশ্চিত করেছেন কর্মকর্তা এলাকায় ঘটনার পর বাংলাদেশ প্রতিদিন সংবাদ প্রতিবেদন জানা গেছে স্থানীয় সূত্রে বিষয়টি নিশ্চিত করেছেন কর্মকর্তা এলাকায় ঘটনার পর বাংলাদেশ প্রতিদিন সংবাদ প্রতিবেদন জানা গেছে স্থানীয় সূত্রে বিষয়টি নিশ্চিত করেছেন কর্মকর্তা এলাকায় ঘটনার পর বাংলাদেশ প্রতিদিন সংবাদ প্রতিবেদন জানা গেছে স্থানীয় সূত্রে বিষয়টি নিশ্চিত করেছেন কর্মকর্তা এলাকায় ঘটনার পর বাংলাদেশ প্রতিদিন সংবাদ প্রতিবেদন জানা গেছে স্থানীয় সূত্রে বিষয়টি নিশ্চিত করেছেন কর্মকর্তা এলাকায় ঘটনার পর বাংলাদেশ প্রতিদিন সংবাদ প্রতিবেদন জানা গেছে স্থানীয় সূত্রে বিষয়টি নিশ্চিত করেছেন কর্মকর্তা এলাকায় ঘটনার পর বাংলাদেশ প্রতিদিন সংবাদ প্রতিবেদন জানা গেছে স্থানীয় সূত্রে বিষয়টি নিশ্চিত করেছেন কর্মকর্তা এলাকায় ঘটনার পর বাংলাদেশ প্রতিদিন সংবাদ প্রতিবেদন জানা গেছে স্থানীয় সূত্রে বিষয়টি নিশ্চিত করেছেন কর্মকর্তা xyxy=(524,488,646,671)
news-article xyxy=(154,874,244,974)
news-article xyxy=(401,53,519,479)
article-headline[interactable]: শীত আবিস্কারক xyxy=(294,53,352,63)
article-body: বাংলাদেশ প্রতিদিন সংবাদ প্রতিবেদন জানা গেছে স্থানীয় সূত্রে বিষয়টি নিশ্চিত করেছেন কর্মকর্তা এলাকায় ঘটনার পর বাংলাদেশ প্রতিদিন সংবাদ প্রতিবেদন জানা গেছে স্থানীয় সূত্রে বিষয়টি নিশ্চিত করেছেন কর্মকর্তা এলাকায় ঘটনার পর বাংলাদেশ প্রতিদিন সংবাদ প্রতিবেদন জানা গেছে স্থানীয় সূত্রে বিষয়টি নিশ্চিত করেছেন কর্মকর্তা এলাকায় ঘটনার পর বাংলাদেশ প্রতিদিন সংবাদ প্রতিবেদন জানা গেছে স্থানীয় সূত্রে বিষয়টি নিশ্চিত করেছেন কর্মকর্তা এলাকায় ঘটনার পর বাংলাদেশ প্রতিদিন সংবাদ প্রতিবেদন জানা গেছে স্থানীয় সূত্রে বিষয়টি নিশ্চিত করেছেন কর্মকর্তা এলাকায় ঘটনার পর বাংলাদেশ প্রতিদিন সংবাদ প্রতিবেদন জানা গেছে স্থানীয় সূত্রে বিষয়টি নিশ্চিত করেছেন কর্মকর্তা এলাকায় ঘটনার পর বাংলাদেশ xyxy=(154,532,244,669)
ad-emblem-name: শমশের হার্ট কেয়ার xyxy=(417,959,459,965)
article-byline: রাজশাহী প্রতিনিধি xyxy=(250,766,291,773)
news-article xyxy=(250,53,396,247)
article-headline[interactable]: পার্কে গিয়ে শিশু ফিরল লাশ হয়ে xyxy=(414,53,506,86)
article-body: বাংলাদেশ প্রতিদিন সংবাদ প্রতিবেদন জানা গেছে স্থানীয় সূত্রে বিষয়টি নিশ্চিত করেছেন কর্মকর্তা এলাকায় ঘটনার পর বাংলাদেশ প্রতিদিন সংবাদ প্রতিবেদন জানা গেছে স্থানীয় সূত্রে বিষয়টি নিশ্চিত করেছেন কর্মকর্তা এলাকায় ঘটনার পর বাংলাদেশ প্রতিদিন সংবাদ প্রতিবেদন জানা গেছে স্থানীয় সূত্রে বিষয়টি নিশ্চিত করেছেন কর্মকর্তা এলাকায় ঘটনার পর বাংলাদেশ প্রতিদিন সংবাদ প্রতিবেদন জানা গেছে স্থানীয় সূত্রে বিষয়টি নিশ্চিত করেছেন কর্মকর্তা এলাকায় ঘটনার পর বাংলাদেশ প্রতিদিন সংবাদ প্রতিবেদন জানা গেছে স্থানীয় সূত্রে বিষয়টি নিশ্চিত করেছেন কর্মকর্তা এলাকায় ঘটনার পর বাংলাদেশ প্রতিদিন সংবাদ প্রতিবেদন জানা গেছে স্থানীয় সূত্রে বিষয়টি নিশ্চিত করেছেন কর্মকর্তা এলাকায় ঘটনার পর বাংলাদেশ প্রতিদিন সংবাদ প্রতিবেদন জানা গেছে স্থানীয় সূত্রে বিষয়টি নিশ্চিত করেছেন কর্মকর্তা এলাকায় ঘটনার পর বাংলাদেশ প্রতিদিন সংবাদ প্রতিবেদন জানা গেছে স্থানীয় সূত্রে বিষয়টি নিশ্চিত করেছেন কর্মকর্তা এলাকায় ঘটনার পর বাংলাদেশ প্রতিদিন সংবাদ প্রতিবেদন জানা গেছে স্থানীয় সূত্রে বিষয়টি নিশ্চিত করেছেন কর্মকর্তা এলাকায় ঘটনার পর বাংলাদেশ প্রতিদিন সংবাদ প্রতিবেদন জানা গেছে স্থানীয় সূত্রে বিষয়টি নিশ্চিত করেছেন কর্মকর্তা এলাকায় ঘটনার পর বাংলাদেশ প্রতিদিন সংবাদ প্রতিবেদন জানা গেছে স্থানীয় সূত্রে বিষয়টি নিশ্চিত করেছেন কর্মকর্তা এলাকায় ঘটনার পর বাংলাদেশ প্রতিদিন সংবাদ প্রতিবেদন জানা গেছে স্থানীয় সূত্রে বিষয়টি নিশ্চিত করেছেন কর্মকর্তা এলাকায় ঘটনার পর বাংলাদেশ প্রতিদিন সংবাদ প্রতিবেদন জানা গেছে স্থানীয় সূত্রে বিষয়টি xyxy=(250,775,396,943)
ad-seminar: ফ্রি সেমিনার xyxy=(12,922,95,942)
news-article xyxy=(524,465,646,677)
page-number: ১১ xyxy=(596,8,640,46)
article-byline: চট্টগ্রাম প্রতিনিধি xyxy=(4,67,41,74)
article-byline: নিজস্ব প্রতিবেদক xyxy=(524,691,561,698)
news-article xyxy=(154,677,244,871)
column-5 xyxy=(524,50,646,890)
news-article xyxy=(250,951,396,974)
article-divider xyxy=(524,169,646,170)
article-divider xyxy=(154,274,244,275)
article-byline: নিজস্ব প্রতিবেদক xyxy=(250,262,287,269)
article-divider xyxy=(250,750,396,751)
article-divider xyxy=(401,744,519,745)
news-article xyxy=(4,667,148,869)
article-body: বাংলাদেশ প্রতিদিন সংবাদ প্রতিবেদন জানা গেছে স্থানীয় সূত্রে বিষয়টি নিশ্চিত করেছেন কর্মকর্তা এলাকায় ঘটনার পর বাংলাদেশ প্রতিদিন সংবাদ প্রতিবেদন জানা গেছে স্থানীয় সূত্রে বিষয়টি নিশ্চিত করেছেন কর্মকর্তা এলাকায় ঘটনার পর বাংলাদেশ প্রতিদিন সংবাদ প্রতিবেদন জানা গেছে স্থানীয় সূত্রে বিষয়টি নিশ্চিত করেছেন কর্মকর্তা এলাকায় ঘটনার পর বাংলাদেশ প্রতিদিন সংবাদ প্রতিবেদন জানা গেছে স্থানীয় সূত্রে বিষয়টি নিশ্চিত করেছেন কর্মকর্তা এলাকায় ঘটনার পর বাংলাদেশ প্রতিদিন সংবাদ প্রতিবেদন জানা গেছে স্থানীয় সূত্রে বিষয়টি নিশ্চিত করেছেন কর্মকর্তা এলাকায় ঘটনার পর বাংলাদেশ প্রতিদিন সংবাদ প্রতিবেদন জানা গেছে স্থানীয় সূত্রে বিষয়টি নিশ্চিত করেছেন কর্মকর্তা এলাকায় ঘটনার পর বাংলাদেশ প্রতিদিন সংবাদ প্রতিবেদন জানা গেছে স্থানীয় সূত্রে বিষয়টি নিশ্চিত করেছেন কর্মকর্তা এলাকায় ঘটনার পর বাংলাদেশ প্রতিদিন সংবাদ প্রতিবেদন জানা গেছে স্থানীয় সূত্রে বিষয়টি নিশ্চিত করেছেন কর্মকর্তা এলাকায় ঘটনার পর বাংলাদেশ প্রতিদিন সংবাদ প্রতিবেদন জানা গেছে স্থানীয় সূত্রে বিষয়টি নিশ্চিত করেছেন কর্মকর্তা এলাকায় ঘটনার পর বাংলাদেশ প্রতিদিন সংবাদ প্রতিবেদন জানা গেছে স্থানীয় সূত্রে বিষয়টি নিশ্চিত করেছেন কর্মকর্তা এলাকায় ঘটনার পর বাংলাদেশ প্রতিদিন সংবাদ প্রতিবেদন জানা গেছে স্থানীয় সূত্রে বিষয়টি নিশ্চিত করেছেন কর্মকর্তা এলাকায় ঘটনার পর বাংলাদেশ প্রতিদিন সংবাদ প্রতিবেদন জানা গেছে স্থানীয় সূত্রে বিষয়টি নিশ্চিত করেছেন কর্মকর্তা এলাকায় ঘটনার পর বাংলাদেশ প্রতিদিন সংবাদ প্রতিবেদন জানা গেছে স্থানীয় সূত্রে বিষয়টি নিশ্চিত করেছেন কর্মকর্তা এলাকায় ঘটনার পর বাংলাদেশ প্রতিদিন সংবাদ প্রতিবেদন জানা গেছে স্থানীয় সূত্রে বিষয়টি নিশ্চিত করেছেন কর্মকর্তা এলাকায় ঘটনার পর বাংলাদেশ প্রতিদিন সংবাদ প্রতিবেদন জানা গেছে স্থানীয় সূত্রে বিষয়টি নিশ্চিত করেছেন কর্মকর্তা এলাকায় ঘটনার পর বাংলাদেশ প্রতিদিন সংবাদ প্রতিবেদন জানা গেছে স্থানীয় সূত্রে বিষয়টি নিশ্চিত করেছেন কর্মকর্তা এলাকায় ঘটনার পর xyxy=(250,271,396,485)
news-article xyxy=(524,680,646,891)
